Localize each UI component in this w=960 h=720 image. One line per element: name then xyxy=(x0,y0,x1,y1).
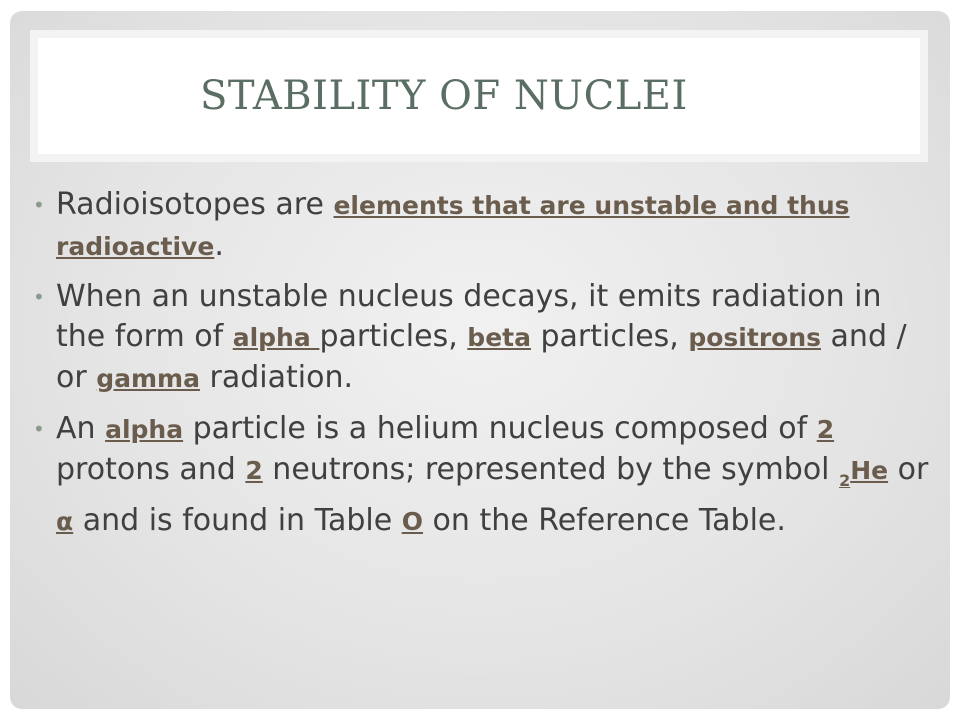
bullet-dot-icon: • xyxy=(33,417,45,441)
text: and is found in Table xyxy=(73,503,402,538)
text: An xyxy=(56,411,106,446)
bullet-dot-icon: • xyxy=(33,285,45,309)
highlight-term: gamma xyxy=(96,364,200,393)
text: When an unstable nucleus decays, it emits radiation in the form of xyxy=(56,279,882,354)
bullet-dot-icon: • xyxy=(33,193,45,217)
text: radiation. xyxy=(199,360,354,395)
text: particles, xyxy=(319,319,468,354)
bullet-alpha-particle xyxy=(33,409,933,542)
highlight-term: O xyxy=(401,507,423,536)
text: protons and xyxy=(56,452,246,487)
text: on the Reference Table. xyxy=(423,503,786,538)
highlight-term: 2 xyxy=(816,415,835,444)
text: neutrons; represented by the symbol xyxy=(262,452,840,487)
text: particles, xyxy=(530,319,689,354)
text: . xyxy=(214,228,224,263)
bullet-decay xyxy=(33,277,933,399)
text: and / or xyxy=(56,319,907,395)
highlight-term: positrons xyxy=(688,323,822,352)
highlight-term: elements that are unstable and thus radioactive xyxy=(56,191,850,261)
highlight-term: α xyxy=(56,507,74,536)
bullet-radioisotopes xyxy=(33,185,933,267)
slide xyxy=(10,11,950,709)
text: or xyxy=(888,452,929,487)
subscript: 2 xyxy=(839,471,851,490)
highlight-term: He xyxy=(850,456,889,485)
highlight-term: alpha xyxy=(232,323,320,352)
text: particle is a helium nucleus composed of xyxy=(183,411,817,446)
highlight-term: beta xyxy=(467,323,531,352)
slide-title: STABILITY OF NUCLEI xyxy=(200,73,688,119)
highlight-term: alpha xyxy=(105,415,184,444)
highlight-term: 2 xyxy=(245,456,263,485)
text: Radioisotopes are xyxy=(56,187,334,222)
slide-body xyxy=(33,185,933,552)
